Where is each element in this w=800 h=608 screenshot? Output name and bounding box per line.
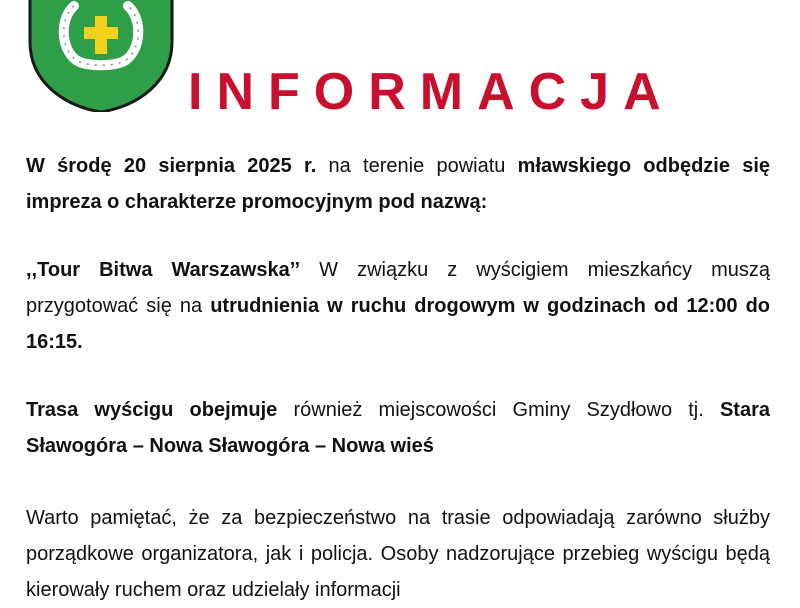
event-name-text: ,,Tour Bitwa Warszawska’’ <box>26 259 301 281</box>
safety-text: Warto pamiętać, że za bezpieczeństwo na trasie odpowiadają zarówno służby porządkowe organizatora, jak i policja. Osoby nadzorujące przebieg wyścigu będą kierowały ruchem oraz udzielały informacji <box>26 507 770 601</box>
paragraph-event-name <box>26 252 770 360</box>
event-date-text: W środę 20 sierpnia 2025 r. <box>26 155 317 177</box>
event-description-text: mławskiego odbędzie się impreza o charakterze promocyjnym pod nazwą: <box>26 155 771 213</box>
paragraph-text: na terenie powiatu <box>316 155 518 177</box>
route-label-text: Trasa wyścigu obejmuje <box>26 399 278 421</box>
page-title: INFORMACJA <box>188 63 675 121</box>
paragraph-event-date <box>26 148 770 220</box>
traffic-hours-text: utrudnienia w ruchu drogowym w godzinach od 12:00 do 16:15. <box>26 295 771 353</box>
route-villages-text: Stara Sławogóra – Nowa Sławogóra – Nowa wieś <box>26 399 770 457</box>
cross-horizontal <box>84 27 118 39</box>
paragraph-safety <box>26 500 770 608</box>
paragraph-text: również miejscowości Gminy Szydłowo tj. <box>277 399 720 421</box>
coat-of-arms-icon <box>26 0 176 112</box>
paragraph-route <box>26 392 770 464</box>
paragraph-text: W związku z wyścigiem mieszkańcy muszą przygotować się na <box>26 259 770 317</box>
